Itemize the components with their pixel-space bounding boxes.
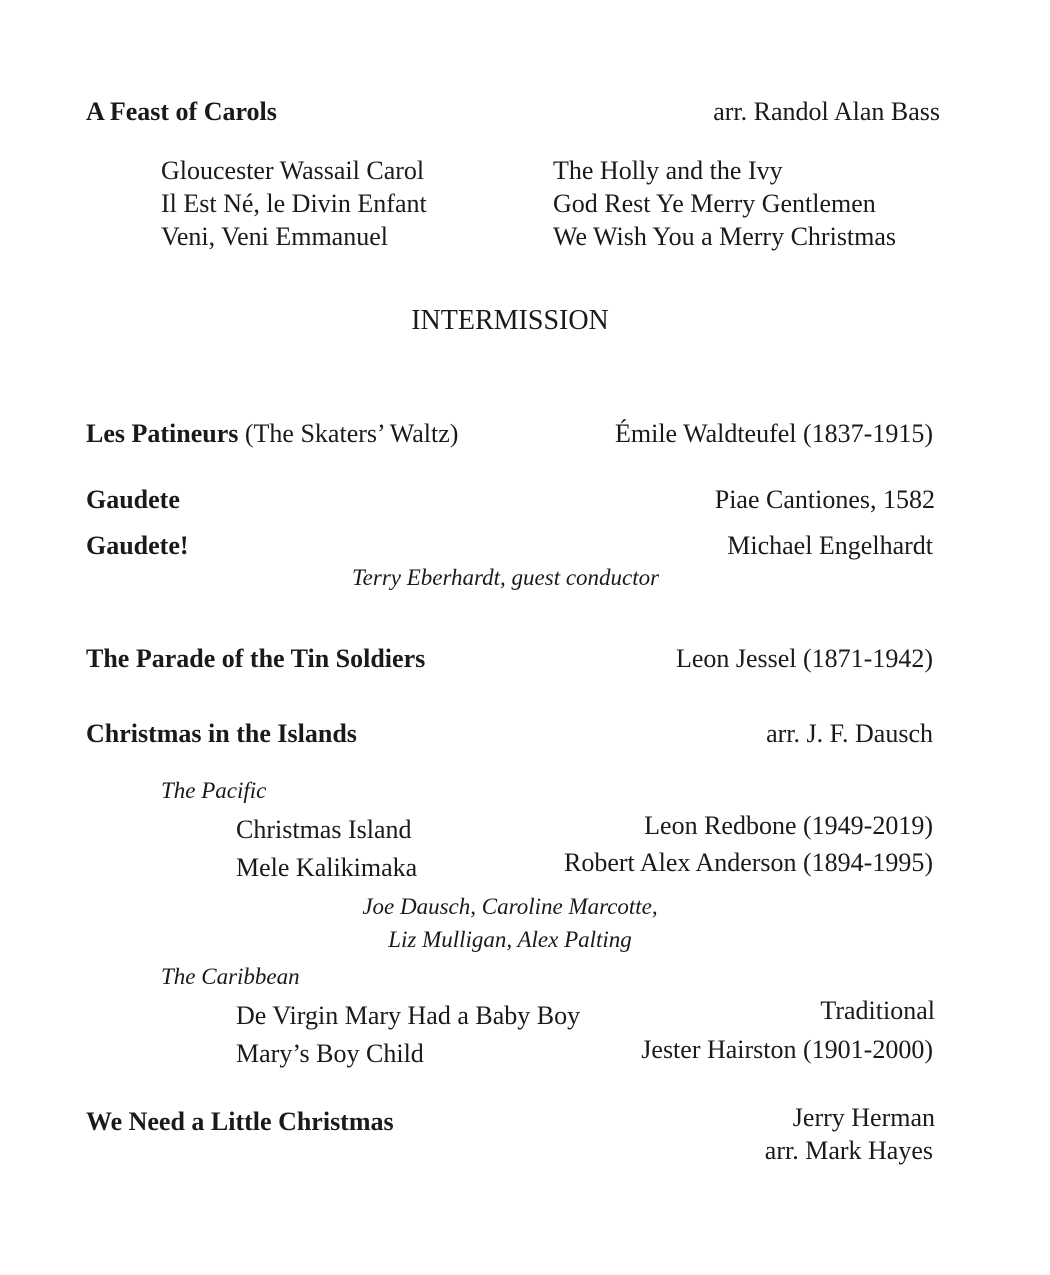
gaudete-exclaim-composer: Michael Engelhardt: [727, 531, 933, 560]
caribbean-composer: Jester Hairston (1901-2000): [641, 1035, 933, 1064]
feast-left-item: Gloucester Wassail Carol: [161, 156, 425, 185]
pacific-soloists-line1: Joe Dausch, Caroline Marcotte,: [362, 894, 658, 919]
little-christmas-title: We Need a Little Christmas: [86, 1107, 394, 1136]
gaudete-composer: Piae Cantiones, 1582: [714, 485, 935, 514]
feast-right-item: God Rest Ye Merry Gentlemen: [553, 189, 876, 218]
little-christmas-composer: Jerry Herman: [792, 1103, 935, 1132]
guest-conductor-note: Terry Eberhardt, guest conductor: [352, 565, 660, 590]
feast-left-item: Il Est Né, le Divin Enfant: [161, 189, 427, 218]
pacific-soloists-line2: Liz Mulligan, Alex Palting: [388, 927, 632, 952]
feast-arranger: arr. Randol Alan Bass: [713, 97, 940, 126]
pacific-composer: Robert Alex Anderson (1894-1995): [563, 848, 933, 877]
feast-right-item: We Wish You a Merry Christmas: [553, 222, 897, 251]
caribbean-song: Mary’s Boy Child: [236, 1039, 424, 1068]
feast-right-item: The Holly and the Ivy: [553, 156, 783, 185]
pacific-song: Mele Kalikimaka: [236, 853, 418, 882]
caribbean-heading: The Caribbean: [161, 964, 300, 989]
little-christmas-arranger: arr. Mark Hayes: [764, 1136, 933, 1165]
caribbean-composer: Traditional: [820, 996, 935, 1025]
patineurs-line: [86, 418, 458, 449]
parade-composer: Leon Jessel (1871-1942): [675, 644, 933, 673]
gaudete-title: Gaudete: [86, 485, 180, 514]
patineurs-subtitle: (The Skaters’ Waltz): [244, 419, 459, 448]
islands-arranger: arr. J. F. Dausch: [766, 719, 933, 748]
gaudete-exclaim-title: Gaudete!: [86, 531, 189, 560]
feast-left-item: Veni, Veni Emmanuel: [161, 222, 388, 251]
feast-title: A Feast of Carols: [86, 97, 277, 126]
caribbean-song: De Virgin Mary Had a Baby Boy: [236, 1001, 581, 1030]
pacific-heading: The Pacific: [161, 778, 267, 803]
intermission-heading: INTERMISSION: [411, 305, 609, 336]
islands-title: Christmas in the Islands: [86, 719, 357, 748]
pacific-song: Christmas Island: [236, 815, 412, 844]
patineurs-composer: Émile Waldteufel (1837-1915): [614, 419, 933, 448]
parade-title: The Parade of the Tin Soldiers: [86, 644, 426, 673]
patineurs-title: Les Patineurs: [86, 419, 239, 448]
pacific-composer: Leon Redbone (1949-2019): [644, 811, 933, 840]
